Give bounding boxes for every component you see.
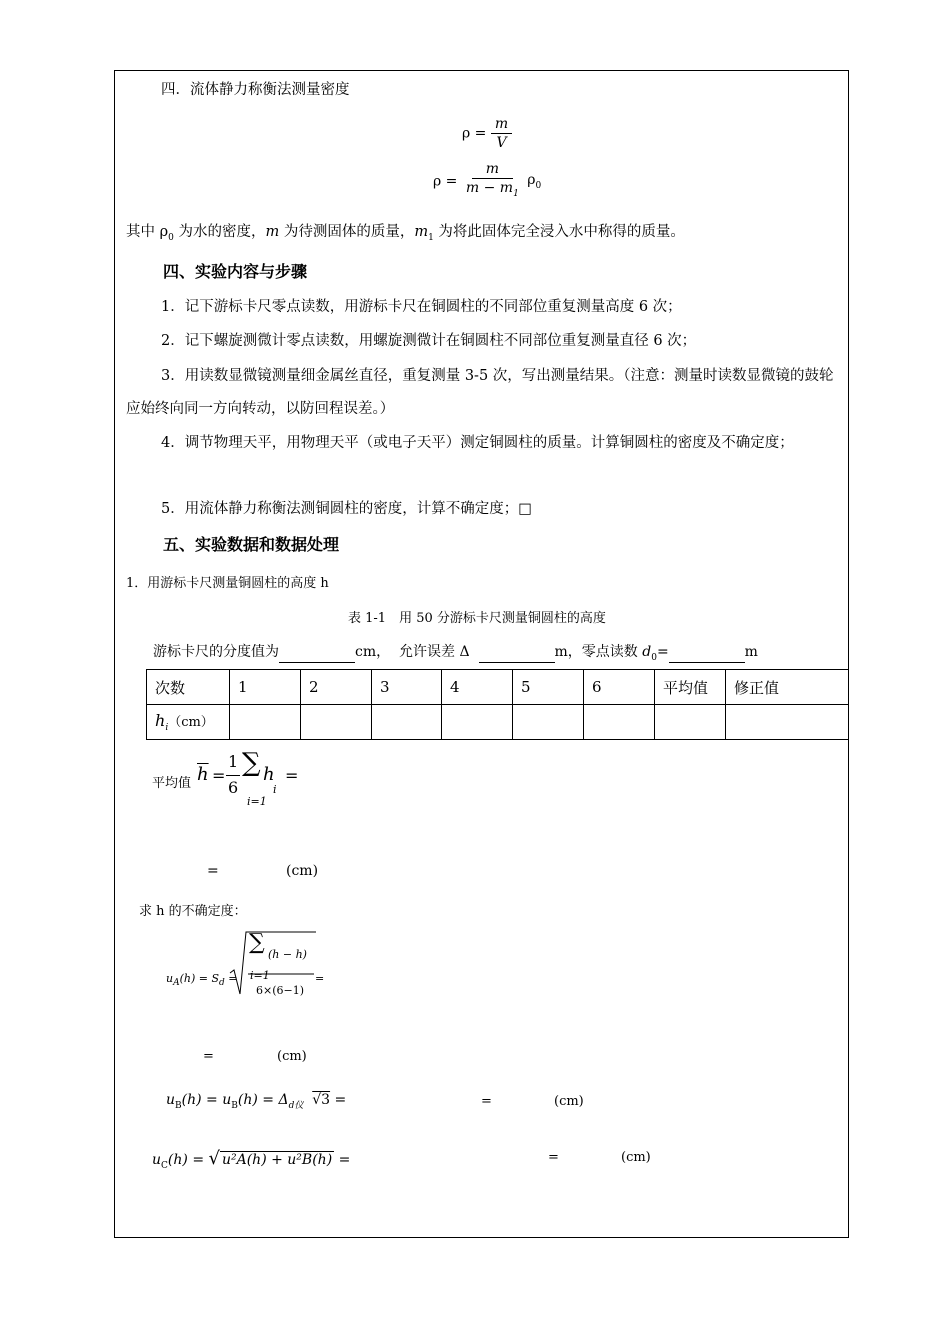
- ua-sigma: ∑: [249, 930, 265, 955]
- uncertainty-title: 求 h 的不确定度：: [139, 904, 247, 919]
- height-table: [146, 669, 849, 740]
- scale-value-blank[interactable]: [279, 648, 355, 663]
- table-caption: 表 1-1 用 50 分游标卡尺测量铜圆柱的高度: [348, 611, 606, 626]
- avg-limit: i=1: [247, 795, 267, 808]
- subsection-title: 1．用游标卡尺测量铜圆柱的高度 h: [126, 576, 329, 591]
- formula2-denominator: m − m: [465, 180, 514, 196]
- header-1: 1: [230, 670, 301, 705]
- cell-3[interactable]: [372, 705, 442, 740]
- header-2: 2: [301, 670, 372, 705]
- heading-data: 五、实验数据和数据处理: [163, 535, 340, 554]
- step-5: 5．用流体静力称衡法测铜圆柱的密度，计算不确定度；□: [161, 501, 532, 517]
- header-5: 5: [513, 670, 584, 705]
- ua-result-eq: =: [203, 1049, 214, 1064]
- formula2-rho0: $\rho_0$: [527, 171, 542, 191]
- ua-lhs: $u_A(h) = S_d$ =: [166, 972, 238, 989]
- cell-corrected[interactable]: [726, 705, 849, 740]
- ub-unit: (cm): [554, 1094, 584, 1109]
- ua-limit: i=1: [250, 969, 270, 982]
- row-label: $h_i(cm)$: [147, 705, 230, 740]
- formula-denominator: V: [496, 135, 507, 151]
- header-count: 次数: [147, 670, 230, 705]
- cell-2[interactable]: [301, 705, 372, 740]
- uc-eq2: =: [548, 1150, 559, 1165]
- header-4: 4: [442, 670, 513, 705]
- avg-eq: =: [212, 766, 226, 785]
- header-6: 6: [584, 670, 655, 705]
- avg-h: $\overline{h}$: [197, 764, 209, 785]
- header-corrected: 修正值: [726, 670, 849, 705]
- avg-sigma: ∑: [242, 748, 261, 778]
- ua-inner: (h − h): [268, 948, 307, 961]
- table-header-row: [147, 670, 849, 705]
- header-3: 3: [372, 670, 442, 705]
- header-average: 平均值: [655, 670, 726, 705]
- uc-unit: (cm): [621, 1150, 651, 1165]
- formula2-den-sub: 1: [513, 188, 519, 199]
- cell-4[interactable]: [442, 705, 513, 740]
- ua-result-unit: (cm): [277, 1049, 307, 1064]
- cell-average[interactable]: [655, 705, 726, 740]
- uc-formula: $u_C(h)$ = √ u²A(h) + u²B(h) =: [152, 1148, 351, 1171]
- avg-result-unit: (cm): [286, 863, 319, 879]
- heading-steps: 四、实验内容与步骤: [163, 262, 308, 281]
- table-info: 游标卡尺的分度值为 cm， 允许误差 Δ m，零点读数 $d_0= m$: [153, 644, 758, 663]
- step-1: 1．记下游标卡尺零点读数，用游标卡尺在铜圆柱的不同部位重复测量高度 6 次；: [161, 299, 682, 315]
- step-3: 3．用读数显微镜测量细金属丝直径，重复测量 3-5 次，写出测量结果。（注意：测量时读数显微镜的鼓轮应始终向同一方向转动，以防回程误差。）: [126, 368, 834, 417]
- formula2-numerator: m: [472, 160, 513, 179]
- allowed-error-blank[interactable]: [479, 648, 555, 663]
- formula2-lhs: ρ =: [433, 173, 458, 190]
- avg-label: 平均值: [152, 776, 192, 791]
- formula-numerator: m: [491, 115, 512, 134]
- cell-1[interactable]: [230, 705, 301, 740]
- ua-end: =: [315, 972, 325, 985]
- step-4: 4．调节物理天平，用物理天平（或电子天平）测定铜圆柱的质量。计算铜圆柱的密度及不确定度；: [161, 435, 794, 451]
- zero-reading-blank[interactable]: [669, 648, 745, 663]
- avg-i: i: [273, 783, 277, 796]
- formula-explanation: 其中 $\rho_0$ 为水的密度，m 为待测固体的质量，$m_1$ 为将此固体完全浸入水中称得的质量。: [126, 224, 685, 243]
- ub-formula: $u_B(h) = u_B(h) = \Delta_{d仪}$ √3 =: [166, 1092, 347, 1111]
- ua-denominator: 6×(6−1): [256, 984, 305, 997]
- ub-eq2: =: [481, 1094, 492, 1109]
- avg-frac-line: [226, 775, 240, 776]
- cell-6[interactable]: [584, 705, 655, 740]
- formula-density: [462, 115, 512, 152]
- avg-six: 6: [228, 778, 239, 797]
- avg-result-eq: =: [207, 863, 219, 879]
- table-row: [147, 705, 849, 740]
- formula-lhs: ρ =: [462, 125, 487, 142]
- avg-one: 1: [228, 752, 239, 771]
- avg-end: =: [285, 766, 299, 785]
- cell-5[interactable]: [513, 705, 584, 740]
- step-2: 2．记下螺旋测微计零点读数，用螺旋测微计在铜圆柱不同部位重复测量直径 6 次；: [161, 333, 697, 349]
- section-title: 四．流体静力称衡法测量密度: [161, 82, 350, 98]
- avg-hi: h: [263, 764, 275, 785]
- formula-hydrostatic: [433, 160, 541, 203]
